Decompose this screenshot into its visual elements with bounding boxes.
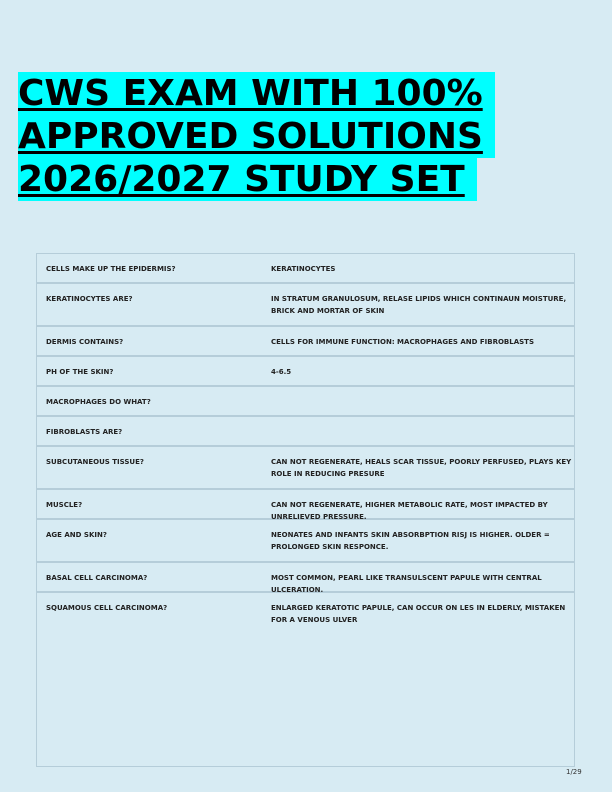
qa-row xyxy=(37,254,574,284)
qa-table xyxy=(36,253,575,767)
qa-row xyxy=(37,327,574,357)
qa-row xyxy=(37,357,574,387)
qa-row xyxy=(37,417,574,447)
page-number: 1/29 xyxy=(566,768,582,776)
question: BASAL CELL CARCINOMA? xyxy=(46,574,148,582)
answer: CAN NOT REGENERATE, HEALS SCAR TISSUE, POORLY PERFUSED, PLAYS KEY ROLE IN REDUCING PRESURE xyxy=(271,458,572,478)
question: PH OF THE SKIN? xyxy=(46,368,114,376)
question: CELLS MAKE UP THE EPIDERMIS? xyxy=(46,265,176,273)
title-line-1: CWS EXAM WITH 100% xyxy=(18,72,495,115)
qa-row xyxy=(37,520,574,563)
question: SQUAMOUS CELL CARCINOMA? xyxy=(46,604,168,612)
question: AGE AND SKIN? xyxy=(46,531,107,539)
qa-row xyxy=(37,447,574,490)
qa-row xyxy=(37,593,574,766)
qa-row xyxy=(37,284,574,327)
qa-row xyxy=(37,490,574,520)
answer: NEONATES AND INFANTS SKIN ABSORBPTION RISJ IS HIGHER. OLDER = PROLONGED SKIN RESPONCE. xyxy=(271,531,550,551)
qa-row xyxy=(37,563,574,593)
question: DERMIS CONTAINS? xyxy=(46,338,124,346)
question: KERATINOCYTES ARE? xyxy=(46,295,133,303)
title-line-2: APPROVED SOLUTIONS xyxy=(18,115,495,158)
qa-row xyxy=(37,387,574,417)
answer: CELLS FOR IMMUNE FUNCTION: MACROPHAGES AND FIBROBLASTS xyxy=(271,338,534,346)
question: SUBCUTANEOUS TISSUE? xyxy=(46,458,144,466)
answer: MOST COMMON, PEARL LIKE TRANSULSCENT PAPULE WITH CENTRAL ULCERATION. xyxy=(271,574,542,594)
document-title xyxy=(18,72,518,201)
answer: ENLARGED KERATOTIC PAPULE, CAN OCCUR ON LES IN ELDERLY, MISTAKEN FOR A VENOUS ULVER xyxy=(271,604,566,624)
answer: KERATINOCYTES xyxy=(271,265,336,273)
answer: CAN NOT REGENERATE, HIGHER METABOLIC RATE, MOST IMPACTED BY UNRELIEVED PRESSURE. xyxy=(271,501,548,521)
question: MUSCLE? xyxy=(46,501,83,509)
question: MACROPHAGES DO WHAT? xyxy=(46,398,151,406)
question: FIBROBLASTS ARE? xyxy=(46,428,123,436)
title-line-3: 2026/2027 STUDY SET xyxy=(18,158,477,201)
answer: IN STRATUM GRANULOSUM, RELASE LIPIDS WHICH CONTINAUN MOISTURE, BRICK AND MORTAR OF SKIN xyxy=(271,295,567,315)
answer: 4-6.5 xyxy=(271,368,292,376)
